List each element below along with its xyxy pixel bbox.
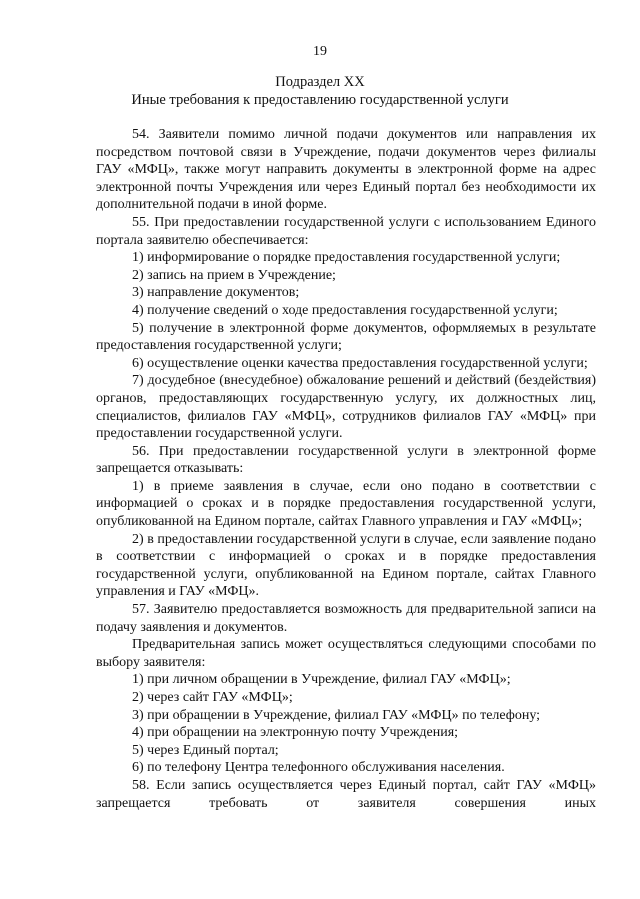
subsection-title: Подраздел XX	[275, 74, 365, 90]
paragraph-57: 57. Заявителю предоставляется возможность для предварительной записи на подачу заявления и документов.	[96, 602, 596, 635]
list-item: 5) получение в электронной форме документов, оформляемых в результате предоставления государственной услуги;	[96, 320, 596, 354]
list-item: 1) при личном обращении в Учреждение, филиал ГАУ «МФЦ»;	[132, 672, 511, 688]
paragraph-56: 56. При предоставлении государственной услуги в электронной форме запрещается отказывать:	[96, 443, 596, 477]
list-item: 3) при обращении в Учреждение, филиал ГАУ «МФЦ» по телефону;	[132, 707, 541, 723]
paragraph-58: 58. Если запись осуществляется через Единый портал, сайт ГАУ «МФЦ» запрещается требовать от заявителя совершения иных	[96, 777, 596, 811]
list-item: 5) через Единый портал;	[132, 742, 279, 758]
list-item: 7) досудебное (внесудебное) обжалование решений и действий (бездействия) органов, предоставляющих государственную услугу, их должностных лиц, специалистов, филиалов ГАУ «МФЦ», сотрудников филиалов ГАУ «МФЦ» при предоставлении государственной услуги.	[96, 373, 596, 442]
list-item: 1) информирование о порядке предоставления государственной услуги;	[132, 250, 561, 266]
list-item: 6) по телефону Центра телефонного обслуживания населения.	[132, 760, 505, 776]
paragraph-preliminary-record: Предварительная запись может осуществляться следующими способами по выбору заявителя:	[96, 637, 596, 670]
list-item: 4) получение сведений о ходе предоставления государственной услуги;	[132, 302, 558, 318]
page-number: 19	[313, 44, 327, 59]
list-item: 6) осуществление оценки качества предоставления государственной услуги;	[132, 355, 588, 371]
paragraph-54: 54. Заявители помимо личной подачи документов или направления их посредством почтовой связи в Учреждение, подачи документов через филиалы ГАУ «МФЦ», также могут направить документы в электронной форме на адрес электронной почты Учреждения или через Единый портал без необходимости их дополнительной подачи в иной форме.	[96, 127, 596, 213]
list-item: 1) в приеме заявления в случае, если оно подано в соответствии с информацией о сроках и в порядке предоставления государственной услуги, опубликованной на Едином портале, сайтах Главного управления и ГАУ «МФЦ»;	[96, 478, 596, 530]
list-item: 2) запись на прием в Учреждение;	[132, 267, 336, 283]
list-item: 2) через сайт ГАУ «МФЦ»;	[132, 690, 293, 705]
paragraph-55: 55. При предоставлении государственной услуги с использованием Единого портала заявителю обеспечивается:	[96, 214, 596, 248]
document-body	[96, 126, 596, 812]
list-item: 3) направление документов;	[132, 285, 300, 301]
subsection-subtitle: Иные требования к предоставлению государственной услуги	[131, 92, 509, 108]
list-item: 2) в предоставлении государственной услуги в случае, если заявление подано в соответствии с информацией о сроках и в порядке предоставления государственной услуги, опубликованной на Едином портале, сайтах Главного управления и ГАУ «МФЦ».	[96, 531, 596, 600]
list-item: 4) при обращении на электронную почту Учреждения;	[132, 725, 459, 741]
